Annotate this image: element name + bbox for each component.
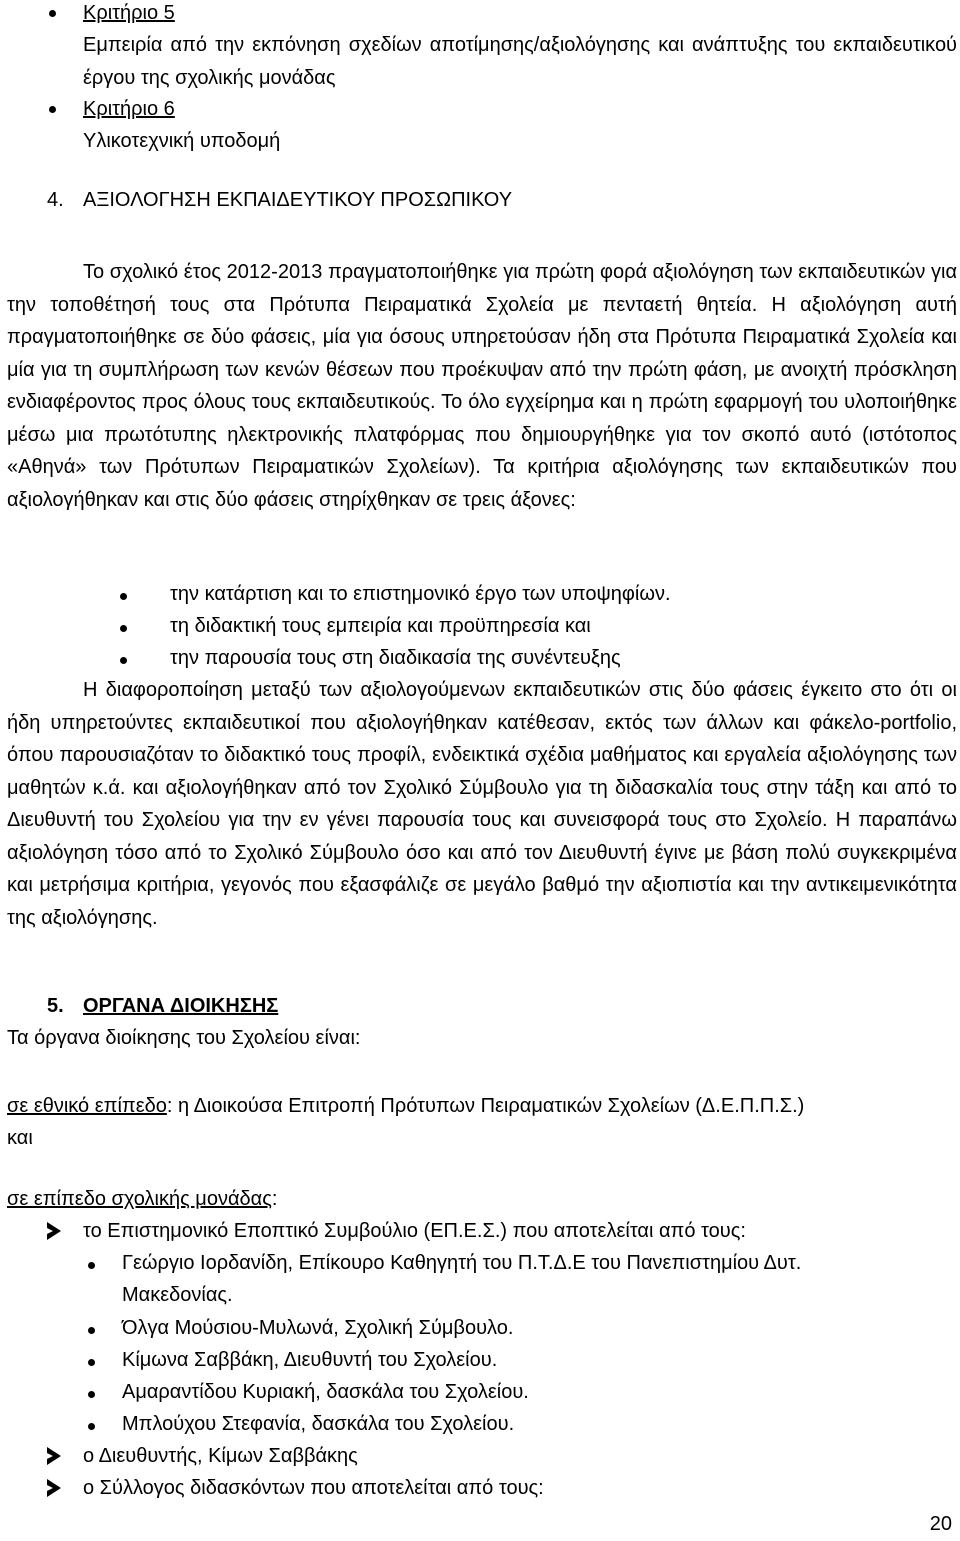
school-level-label: σε επίπεδο σχολικής μονάδας [7, 1188, 272, 1210]
page-number: 20 [929, 1513, 952, 1535]
school-level-colon: : [271, 1188, 278, 1210]
arrow-bullet-icon [47, 1479, 61, 1497]
criterion-5-desc: Εμπειρία από την εκπόνηση σχεδίων αποτίμησης/αξιολόγησης και ανάπτυξης του εκπαιδευτικού έργου της σχολικής μονάδας [83, 34, 957, 89]
axis-item: την παρουσία τους στη διαδικασία της συνέντευξης [170, 647, 621, 669]
section-4-title: ΑΞΙΟΛΟΓΗΣΗ ΕΚΠΑΙΔΕΥΤΙΚΟΥ ΠΡΟΣΩΠΙΚΟΥ [83, 189, 513, 211]
bullet-icon [88, 1327, 95, 1334]
section-5-intro: Τα όργανα διοίκησης του Σχολείου είναι: [7, 1027, 361, 1049]
arrow-bullet-icon [47, 1222, 61, 1240]
bullet-icon [49, 10, 56, 17]
governance-item: ο Διευθυντής, Κίμων Σαββάκης [83, 1445, 358, 1467]
committee-member: Γεώργιο Ιορδανίδη, Επίκουρο Καθηγητή του Π.Τ.Δ.Ε του Πανεπιστημίου Δυτ. [122, 1252, 802, 1274]
bullet-icon [88, 1359, 95, 1366]
arrow-bullet-icon [47, 1447, 61, 1465]
section-5-number: 5. [47, 995, 64, 1017]
section-5-title: ΟΡΓΑΝΑ ΔΙΟΙΚΗΣΗΣ [83, 995, 279, 1017]
section-4-paragraph-1: Το σχολικό έτος 2012-2013 πραγματοποιήθηκε για πρώτη φορά αξιολόγηση των εκπαιδευτικών για την τοποθέτησή τους στα Πρότυπα Πειραματικά Σχολεία με πενταετή θητεία. Η αξιολόγηση αυτή πραγματοποιήθηκε σε δύο φάσεις, μία για όσους υπηρετούσαν ήδη στα Πρότυπα Πειραματικά Σχολεία και μία για τη συμπλήρωση των κενών θέσεων που προέκυψαν από την πρώτη φάση, με ανοιχτή πρόσκληση ενδιαφέροντος προς όλους τους εκπαιδευτικούς. Το όλο εγχείρημα και η πρώτη εφαρμογή του υλοποιήθηκε μέσω μια πρωτότυπης ηλεκτρονικής πλατφόρμας που δημιουργήθηκε για τον σκοπό αυτό (ιστότοπος «Αθηνά» των Πρότυπων Πειραματικών Σχολείων). Τα κριτήρια αξιολόγησης των εκπαιδευτικών που αξιολογήθηκαν και στις δύο φάσεις στηρίχθηκαν σε τρεις άξονες: [7, 261, 957, 511]
committee-member: Όλγα Μούσιου-Μυλωνά, Σχολική Σύμβουλο. [122, 1317, 514, 1339]
bullet-icon [88, 1391, 95, 1398]
criterion-6-desc: Υλικοτεχνική υποδομή [83, 130, 281, 152]
national-level-label: σε εθνικό επίπεδο [7, 1095, 167, 1117]
section-4-number: 4. [47, 189, 64, 211]
national-level-line [7, 1090, 804, 1123]
criterion-6-title: Κριτήριο 6 [83, 98, 175, 120]
criterion-5-title: Κριτήριο 5 [83, 2, 175, 24]
and-text: και [7, 1127, 33, 1149]
school-level-line [7, 1183, 277, 1216]
bullet-icon [88, 1423, 95, 1430]
axis-item: τη διδακτική τους εμπειρία και προϋπηρεσία και [170, 615, 591, 637]
national-level-text: : η Διοικούσα Επιτροπή Πρότυπων Πειραματικών Σχολείων (Δ.Ε.Π.Π.Σ.) [166, 1095, 805, 1117]
governance-item: ο Σύλλογος διδασκόντων που αποτελείται από τους: [83, 1477, 544, 1499]
bullet-icon [49, 106, 56, 113]
axis-item: την κατάρτιση και το επιστημονικό έργο των υποψηφίων. [170, 583, 671, 605]
bullet-icon [120, 625, 127, 632]
bullet-icon [120, 593, 127, 600]
committee-member: Αμαραντίδου Κυριακή, δασκάλα του Σχολείου. [122, 1381, 529, 1403]
governance-item: το Επιστημονικό Εποπτικό Συμβούλιο (ΕΠ.Ε.Σ.) που αποτελείται από τους: [83, 1220, 746, 1242]
committee-member-cont: Μακεδονίας. [122, 1284, 233, 1306]
bullet-icon [88, 1262, 95, 1269]
committee-member: Μπλούχου Στεφανία, δασκάλα του Σχολείου. [122, 1413, 515, 1435]
bullet-icon [120, 657, 127, 664]
section-4-paragraph-2: Η διαφοροποίηση μεταξύ των αξιολογούμενων εκπαιδευτικών στις δύο φάσεις έγκειτο στο ότι οι ήδη υπηρετούντες εκπαιδευτικοί που αξιολογήθηκαν κατέθεσαν, εκτός των άλλων και φάκελο-portfolio, όπου παρουσιαζόταν το διδακτικό τους προφίλ, ενδεικτικά σχέδια μαθήματος και εργαλεία αξιολόγησης των μαθητών κ.ά. και αξιολογήθηκαν από τον Σχολικό Σύμβουλο για τη διδασκαλία τους στην τάξη και από το Διευθυντή του Σχολείου για την εν γένει παρουσία τους και συνεισφορά τους στο Σχολείο. Η παραπάνω αξιολόγηση τόσο από το Σχολικό Σύμβουλο όσο και από τον Διευθυντή έγινε με βάση πολύ συγκεκριμένα και μετρήσιμα κριτήρια, γεγονός που εξασφάλιζε σε μεγάλο βαθμό την αξιοπιστία και την αντικειμενικότητα της αξιολόγησης. [7, 679, 957, 929]
committee-member: Κίμωνα Σαββάκη, Διευθυντή του Σχολείου. [122, 1349, 498, 1371]
